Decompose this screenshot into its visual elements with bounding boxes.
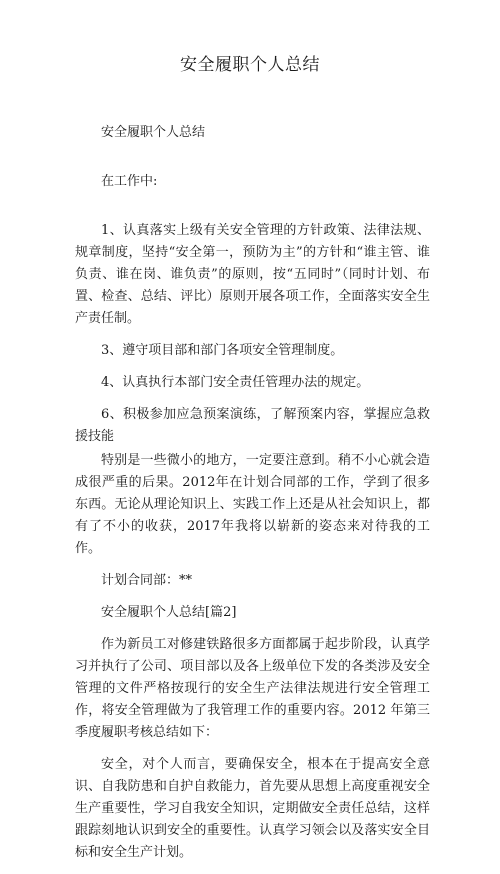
- department-signature: 计划合同部：**: [101, 573, 193, 588]
- section-heading: 安全履职个人总结[篇2]: [101, 605, 237, 620]
- body-paragraph: 6、积极参加应急预案演练，了解预案内容，掌握应急救援技能: [75, 407, 430, 444]
- body-paragraph: 特别是一些微小的地方，一定要注意到。稍不小心就会造成很严重的后果。2012年在计划合同部的工作，学到了很多东西。无论从理论知识上、实践工作上还是从社会知识上，都有了不小的收获，2017年我将以崭新的姿态来对待我的工作。: [75, 453, 430, 556]
- body-paragraph: 1、认真落实上级有关安全管理的方针政策、法律法规、规章制度，坚持“安全第一，预防为主”的方针和“谁主管、谁负责、谁在岗、谁负责”的原则，按“五同时”（同时计划、布置、检查、总结、评比）原则开展各项工作，全面落实安全生产责任制。: [75, 223, 430, 326]
- subtitle-paragraph: 安全履职个人总结: [101, 125, 206, 140]
- body-paragraph: 作为新员工对修建铁路很多方面都属于起步阶段，认真学习并执行了公司、项目部以及各上级单位下发的各类涉及安全管理的文件严格按现行的安全生产法律法规进行安全管理工作，将安全管理做为了我管理工作的重要内容。2012 年第三季度履职考核总结如下：: [75, 637, 430, 740]
- body-paragraph: 安全，对个人而言，要确保安全，根本在于提高安全意识、自我防患和自护自救能力，首先要从思想上高度重视安全生产重要性，学习自我安全知识，定期做安全责任总结，这样跟踪刻地认识到安全的重要性。认真学习领会以及落实安全目标和安全生产计划。: [75, 757, 430, 860]
- body-paragraph: 4、认真执行本部门安全责任管理办法的规定。: [101, 375, 370, 390]
- document-title: 安全履职个人总结: [180, 55, 320, 75]
- intro-paragraph: 在工作中:: [101, 174, 158, 189]
- body-paragraph: 3、遵守项目部和部门各项安全管理制度。: [101, 343, 344, 358]
- document-body: [75, 122, 430, 874]
